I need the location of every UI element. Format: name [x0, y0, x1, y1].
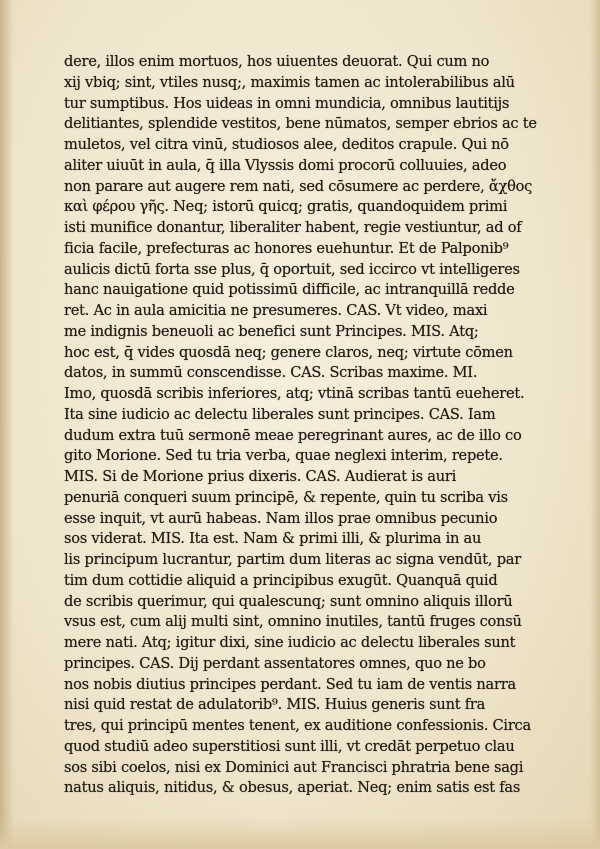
text-line: ficia facile, prefecturas ac honores euehuntur. Et de Palponib⁹ — [64, 239, 509, 257]
text-line: natus aliquis, nitidus, & obesus, aperiat. Neq; enim satis est fas — [64, 779, 521, 797]
text-line: Ita sine iudicio ac delectu liberales sunt principes. CAS. Iam — [64, 405, 496, 423]
text-line: aliter uiuūt in aula, q̄ illa Vlyssis domi procorū colluuies, adeo — [64, 156, 507, 174]
text-block — [64, 52, 538, 799]
text-line: muletos, vel citra vinū, studiosos alee, deditos crapule. Qui nō — [64, 136, 509, 153]
text-line: xij vbiq; sint, vtiles nusq;, maximis tamen ac intolerabilibus alū — [64, 73, 515, 91]
text-line: non parare aut augere rem nati, sed cōsumere ac perdere, ἄχθος — [64, 177, 533, 195]
text-line: MIS. Si de Morione prius dixeris. CAS. Audierat is auri — [64, 468, 457, 485]
text-line: gito Morione. Sed tu tria verba, quae neglexi interim, repete. — [64, 447, 503, 465]
text-line: nos nobis diutius principes perdant. Sed tu iam de ventis narra — [64, 675, 516, 693]
text-line: ret. Ac in aula amicitia ne presumeres. CAS. Vt video, maxi — [64, 302, 488, 319]
text-line: esse inquit, vt aurū habeas. Nam illos prae omnibus pecunio — [64, 509, 498, 527]
text-line: dere, illos enim mortuos, hos uiuentes deuorat. Qui cum no — [64, 53, 490, 70]
text-line: lis principum lucrantur, partim dum literas ac signa vendūt, par — [64, 551, 521, 568]
text-line: sos viderat. MIS. Ita est. Nam & primi illi, & plurima in au — [64, 530, 482, 548]
page-edge-shadow-left — [0, 0, 14, 849]
text-line: vsus est, cum alij multi sint, omnino inutiles, tantū fruges consū — [64, 613, 522, 631]
text-line: dudum extra tuū sermonē meae peregrinant aures, ac de illo co — [64, 426, 522, 444]
text-line: hanc nauigatione quid potissimū difficile, ac intranquillā redde — [64, 281, 515, 299]
text-line: penuriā conqueri suum principē, & repente, quin tu scriba vis — [64, 488, 508, 506]
text-line: quod studiū adeo superstitiosi sunt illi, vt credāt perpetuo clau — [64, 737, 515, 755]
page-edge-shadow-bottom — [0, 819, 600, 849]
text-line: tim dum cottidie aliquid a principibus exugūt. Quanquā quid — [64, 571, 498, 589]
text-line: καὶ φέρου γῆς. Neq; istorū quicq; gratis, quandoquidem primi — [64, 198, 508, 216]
text-line: aulicis dictū forta sse plus, q̄ oportuit, sed iccirco vt intelligeres — [64, 260, 520, 278]
text-line: sos sibi coelos, nisi ex Dominici aut Francisci phratria bene sagi — [64, 758, 524, 776]
text-line: principes. CAS. Dij perdant assentatores omnes, quo ne bo — [64, 654, 486, 672]
text-line: tur sumptibus. Hos uideas in omni mundicia, omnibus lautitijs — [64, 94, 510, 112]
text-line: de scribis querimur, qui qualescunq; sunt omnino aliquis illorū — [64, 592, 513, 610]
text-line: delitiantes, splendide vestitos, bene nūmatos, semper ebrios ac te — [64, 115, 537, 133]
page-edge-shadow-right — [590, 0, 600, 849]
text-line: nisi quid restat de adulatorib⁹. MIS. Huius generis sunt fra — [64, 696, 486, 714]
text-line: Imo, quosdā scribis inferiores, atq; vtinā scribas tantū eueheret. — [64, 385, 525, 402]
text-line: datos, in summū conscendisse. CAS. Scribas maxime. MI. — [64, 364, 478, 382]
text-line: hoc est, q̄ vides quosdā neq; genere claros, neq; virtute cōmen — [64, 343, 513, 361]
text-line: me indignis beneuoli ac benefici sunt Principes. MIS. Atq; — [64, 322, 479, 340]
text-line: mere nati. Atq; igitur dixi, sine iudicio ac delectu liberales sunt — [64, 634, 516, 651]
text-line: isti munifice donantur, liberaliter habent, regie vestiuntur, ad of — [64, 219, 522, 236]
text-line: tres, qui principū mentes tenent, ex auditione confessionis. Circa — [64, 717, 531, 734]
